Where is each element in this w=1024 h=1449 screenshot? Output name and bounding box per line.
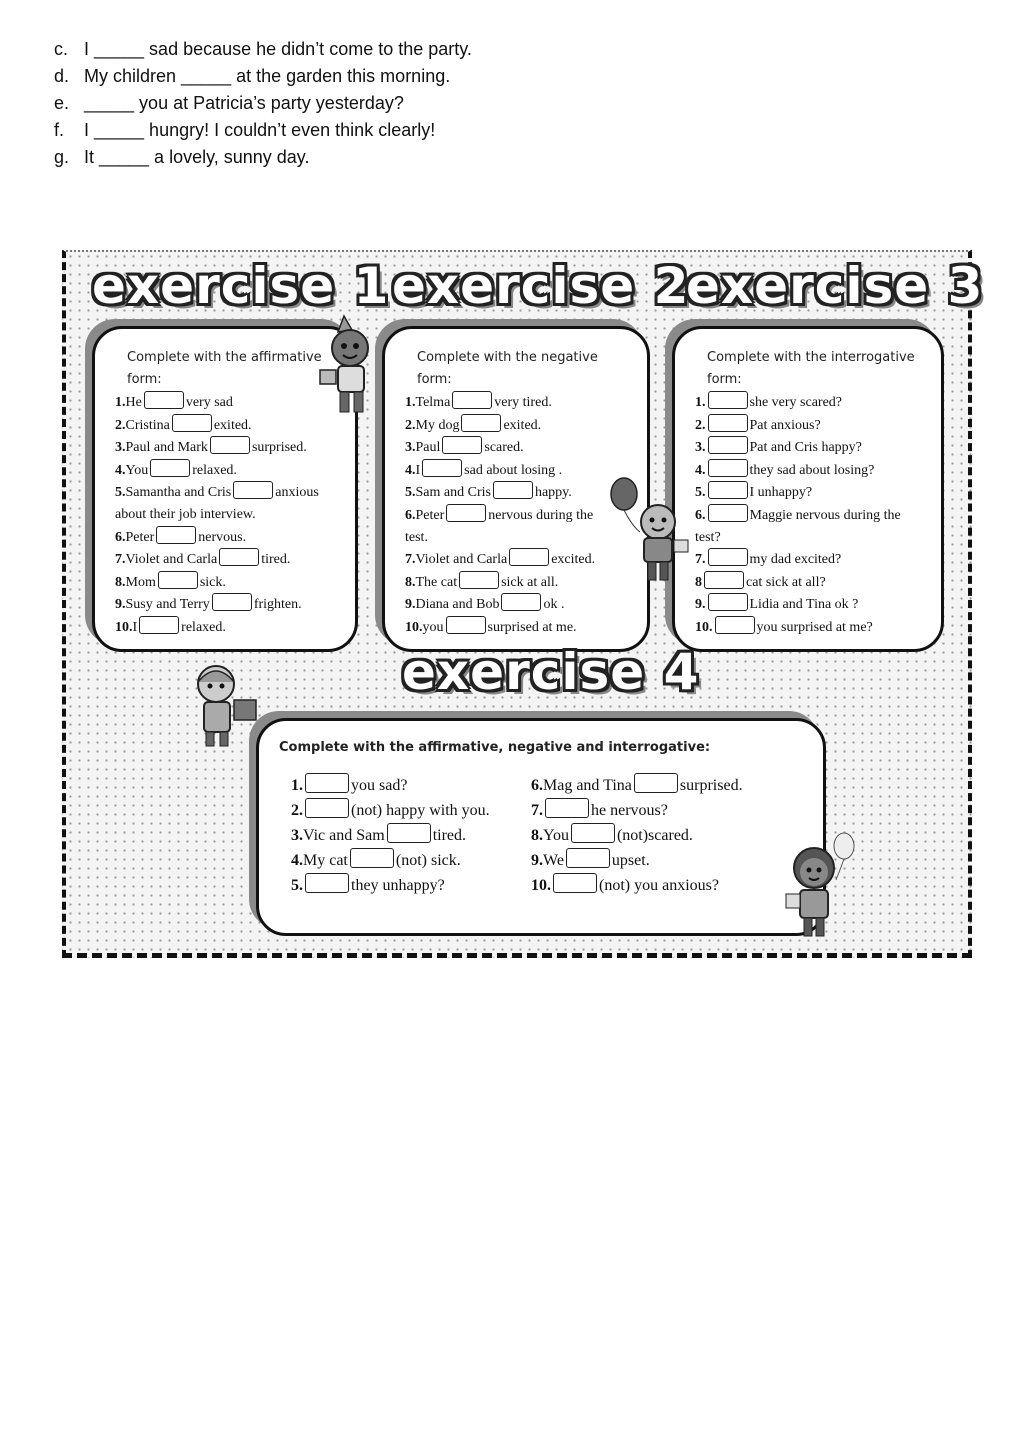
item-text: _____ you at Patricia’s party yesterday? — [84, 93, 404, 113]
item-letter: f. — [54, 120, 65, 140]
item-number: 5. — [695, 485, 706, 501]
item-suffix: ok . — [543, 597, 565, 613]
top-list-item — [54, 90, 472, 117]
item-number: 1. — [405, 395, 416, 410]
answer-blank-box[interactable] — [210, 436, 250, 454]
answer-blank-box[interactable] — [305, 773, 349, 793]
item-number: 6. — [115, 529, 126, 545]
item-number: 6. — [695, 507, 706, 523]
item-prefix: Samantha and Cris — [125, 485, 232, 501]
item-number: 7. — [531, 802, 543, 819]
top-exercise-list — [54, 36, 472, 171]
exercise-item — [115, 616, 319, 639]
item-prefix: you — [422, 619, 444, 635]
item-prefix: The cat — [415, 574, 458, 590]
item-number: 4. — [115, 462, 126, 478]
exercise-item — [405, 481, 595, 504]
exercise-4-title: exercise 4 — [402, 643, 700, 701]
boy-with-balloon-illustration — [606, 476, 696, 586]
answer-blank-box[interactable] — [139, 616, 179, 634]
item-number: 8. — [531, 827, 543, 844]
item-suffix: nervous during the — [488, 507, 594, 523]
exercise-item — [115, 391, 319, 414]
exercise-item — [531, 873, 743, 898]
item-number: 8. — [405, 574, 416, 590]
item-text: It _____ a lovely, sunny day. — [84, 147, 310, 167]
top-list-item — [54, 117, 472, 144]
item-prefix: Susy and Terry — [125, 597, 210, 613]
item-suffix: surprised. — [679, 777, 743, 794]
exercise-item — [291, 823, 490, 848]
exercise-1-title: exercise 1 — [92, 257, 390, 315]
item-text: I _____ hungry! I couldn’t even think clearly! — [84, 120, 436, 140]
item-suffix: my dad excited? — [749, 552, 842, 568]
exercise-item — [405, 391, 595, 414]
item-prefix: about their job interview. — [115, 506, 256, 522]
exercise-item — [531, 823, 743, 848]
item-suffix: she very scared? — [749, 395, 843, 410]
item-text: My children _____ at the garden this morning. — [84, 66, 451, 86]
item-prefix: Violet and Carla — [125, 552, 218, 568]
item-number: 2. — [291, 802, 303, 819]
exercise-item — [695, 436, 901, 459]
answer-blank-box[interactable] — [350, 848, 394, 868]
exercise-item — [695, 571, 901, 594]
exercise-item — [695, 391, 901, 414]
exercise-item — [695, 548, 901, 571]
answer-blank-box[interactable] — [708, 548, 748, 566]
answer-blank-box[interactable] — [708, 436, 748, 454]
answer-blank-box[interactable] — [509, 548, 549, 566]
top-list-item — [54, 63, 472, 90]
answer-blank-box[interactable] — [553, 873, 597, 893]
answer-blank-box[interactable] — [493, 481, 533, 499]
exercise-2-title: exercise 2 — [392, 257, 690, 315]
answer-blank-box[interactable] — [452, 391, 492, 409]
item-prefix: Vic and Sam — [303, 827, 385, 844]
item-letter: c. — [54, 39, 69, 59]
exercise-item — [291, 873, 490, 898]
item-letter: g. — [54, 147, 70, 167]
exercise-item — [405, 593, 595, 616]
exercise-item — [115, 481, 319, 504]
item-number: 9. — [531, 852, 543, 869]
item-prefix: Peter — [125, 529, 155, 545]
item-number: 8. — [115, 574, 126, 590]
item-prefix: Paul — [415, 440, 441, 456]
item-number: 1. — [695, 395, 706, 410]
item-suffix: (not) you anxious? — [599, 877, 719, 894]
item-number: 8 — [695, 574, 702, 590]
top-list-item — [54, 36, 472, 63]
exercise-item — [405, 548, 595, 571]
exercise-4-instruction: Complete with the affirmative, negative and interrogative: — [279, 740, 711, 755]
answer-blank-box[interactable] — [387, 823, 431, 843]
answer-blank-box[interactable] — [305, 873, 349, 893]
item-number: 2. — [405, 417, 416, 433]
item-number: 10. — [695, 619, 713, 635]
answer-blank-box[interactable] — [461, 414, 501, 432]
exercise-item — [115, 548, 319, 571]
item-suffix: frighten. — [253, 597, 302, 613]
exercise-3-instruction: Complete with the interrogative form: — [707, 350, 915, 387]
answer-blank-box[interactable] — [571, 823, 615, 843]
item-number: 4. — [291, 852, 303, 869]
item-letter: e. — [54, 93, 70, 113]
answer-blank-box[interactable] — [708, 593, 748, 611]
exercise-item — [405, 504, 595, 527]
item-suffix: upset. — [611, 852, 650, 869]
item-number: 7. — [405, 552, 416, 568]
exercise-3-card — [672, 326, 944, 652]
item-number: 9. — [695, 597, 706, 613]
exercise-item — [115, 593, 319, 616]
item-number: 9. — [115, 597, 126, 613]
answer-blank-box[interactable] — [219, 548, 259, 566]
exercise-item — [115, 526, 319, 549]
exercise-item — [115, 414, 319, 437]
item-prefix: I — [415, 462, 421, 478]
exercise-item — [291, 773, 490, 798]
item-suffix: anxious — [275, 485, 319, 501]
answer-blank-box[interactable] — [305, 798, 349, 818]
item-suffix: tired. — [432, 827, 467, 844]
answer-blank-box[interactable] — [634, 773, 678, 793]
item-number: 3. — [405, 440, 416, 456]
item-suffix: nervous. — [198, 529, 247, 545]
exercise-item — [695, 414, 901, 437]
item-suffix: you surprised at me? — [756, 619, 873, 635]
item-suffix: happy. — [534, 485, 572, 501]
exercise-item — [695, 481, 901, 504]
answer-blank-box[interactable] — [150, 459, 190, 477]
answer-blank-box[interactable] — [158, 571, 198, 589]
item-suffix: they unhappy? — [351, 877, 445, 894]
answer-blank-box[interactable] — [442, 436, 482, 454]
item-number: 5. — [405, 485, 416, 501]
item-suffix: excited. — [551, 552, 596, 568]
exercise-item — [291, 798, 490, 823]
item-number: 3. — [115, 440, 126, 456]
item-prefix: You — [543, 827, 569, 844]
exercise-3-title: exercise 3 — [686, 257, 984, 315]
item-letter: d. — [54, 66, 70, 86]
item-number: 3. — [695, 440, 706, 456]
item-suffix: Pat and Cris happy? — [749, 440, 862, 456]
exercise-1-items — [115, 391, 319, 639]
item-prefix: test. — [405, 529, 428, 545]
exercise-2-items — [405, 391, 595, 639]
answer-blank-box[interactable] — [715, 616, 755, 634]
exercise-3-items — [695, 391, 901, 639]
item-prefix: Mom — [125, 574, 156, 590]
answer-blank-box[interactable] — [501, 593, 541, 611]
exercise-item — [405, 459, 595, 482]
answer-blank-box[interactable] — [212, 593, 252, 611]
item-number: 4. — [405, 462, 416, 478]
exercise-item — [405, 414, 595, 437]
top-list-item — [54, 144, 472, 171]
item-suffix: exited. — [213, 417, 252, 433]
item-suffix: I unhappy? — [749, 485, 813, 501]
item-prefix: Violet and Carla — [415, 552, 508, 568]
answer-blank-box[interactable] — [172, 414, 212, 432]
exercise-item — [291, 848, 490, 873]
item-number: 5. — [291, 877, 303, 894]
answer-blank-box[interactable] — [446, 504, 486, 522]
item-prefix: My dog — [415, 417, 460, 433]
item-prefix: My cat — [303, 852, 348, 869]
item-number: 10. — [115, 619, 133, 635]
item-number: 2. — [695, 417, 706, 433]
item-suffix: sick. — [199, 574, 226, 590]
item-suffix: relaxed. — [181, 619, 226, 635]
exercise-item — [695, 504, 901, 527]
exercise-item — [531, 798, 743, 823]
exercise-4-card — [256, 718, 826, 936]
answer-blank-box[interactable] — [156, 526, 196, 544]
item-suffix: Pat anxious? — [749, 417, 821, 433]
item-number: 1. — [291, 777, 303, 794]
exercise-item — [115, 459, 319, 482]
exercise-item — [405, 616, 595, 639]
item-suffix: he nervous? — [591, 802, 668, 819]
item-prefix: Paul and Mark — [125, 440, 208, 456]
item-prefix: Sam and Cris — [415, 485, 491, 501]
item-suffix: you sad? — [351, 777, 408, 794]
item-text: I _____ sad because he didn’t come to the party. — [84, 39, 472, 59]
exercise-item — [695, 593, 901, 616]
item-prefix: We — [543, 852, 564, 869]
item-suffix: very sad — [185, 395, 233, 410]
item-suffix: scared. — [484, 440, 524, 456]
item-suffix: very tired. — [494, 395, 552, 410]
answer-blank-box[interactable] — [446, 616, 486, 634]
item-suffix: Maggie nervous during the — [749, 507, 901, 523]
exercise-item — [115, 571, 319, 594]
item-suffix: (not) happy with you. — [351, 802, 490, 819]
exercise-item — [115, 436, 319, 459]
item-suffix: sad about losing . — [464, 462, 563, 478]
answer-blank-box[interactable] — [708, 414, 748, 432]
exercise-1-instruction: Complete with the affirmative form: — [127, 350, 322, 387]
item-number: 7. — [695, 552, 706, 568]
answer-blank-box[interactable] — [708, 504, 748, 522]
answer-blank-box[interactable] — [704, 571, 744, 589]
exercise-4-left-items — [291, 773, 490, 898]
item-suffix: Lidia and Tina ok ? — [749, 597, 859, 613]
item-number: 6. — [531, 777, 543, 794]
item-suffix: they sad about losing? — [749, 462, 875, 478]
item-number: 7. — [115, 552, 126, 568]
answer-blank-box[interactable] — [708, 481, 748, 499]
exercise-item — [531, 773, 743, 798]
girl-with-gift-illustration — [182, 660, 272, 750]
exercise-2-instruction: Complete with the negative form: — [417, 350, 598, 387]
item-number: 10. — [405, 619, 423, 635]
exercise-item — [695, 459, 901, 482]
girl-with-balloon-illustration — [782, 830, 862, 945]
exercise-item — [695, 527, 901, 549]
item-prefix: You — [125, 462, 149, 478]
item-suffix: (not)scared. — [616, 827, 693, 844]
answer-blank-box[interactable] — [459, 571, 499, 589]
item-suffix: sick at all. — [501, 574, 559, 590]
item-prefix: He — [125, 395, 142, 410]
boy-with-gift-illustration — [314, 310, 384, 420]
item-prefix: Cristina — [125, 417, 170, 433]
answer-blank-box[interactable] — [708, 391, 748, 409]
item-number: 1. — [115, 395, 126, 410]
exercise-item — [531, 848, 743, 873]
item-suffix: tired. — [261, 552, 291, 568]
exercise-item — [115, 504, 319, 526]
item-number: 10. — [531, 877, 551, 894]
exercise-4-right-items — [531, 773, 743, 898]
item-prefix: Diana and Bob — [415, 597, 500, 613]
item-suffix: surprised. — [251, 440, 307, 456]
exercise-item — [405, 527, 595, 549]
item-suffix: (not) sick. — [395, 852, 461, 869]
exercise-item — [695, 616, 901, 639]
item-prefix: test? — [695, 529, 721, 545]
item-prefix: Mag and Tina — [543, 777, 632, 794]
item-prefix: I — [132, 619, 138, 635]
answer-blank-box[interactable] — [422, 459, 462, 477]
item-number: 3. — [291, 827, 303, 844]
item-suffix: surprised at me. — [487, 619, 577, 635]
answer-blank-box[interactable] — [566, 848, 610, 868]
item-suffix: relaxed. — [192, 462, 237, 478]
item-prefix: Peter — [415, 507, 445, 523]
item-number: 5. — [115, 485, 126, 501]
item-number: 2. — [115, 417, 126, 433]
answer-blank-box[interactable] — [144, 391, 184, 409]
exercise-item — [405, 571, 595, 594]
item-suffix: cat sick at all? — [746, 574, 826, 590]
item-prefix: Telma — [415, 395, 451, 410]
item-number: 9. — [405, 597, 416, 613]
answer-blank-box[interactable] — [545, 798, 589, 818]
item-suffix: exited. — [503, 417, 542, 433]
answer-blank-box[interactable] — [233, 481, 273, 499]
item-number: 4. — [695, 462, 706, 478]
item-number: 6. — [405, 507, 416, 523]
exercise-item — [405, 436, 595, 459]
answer-blank-box[interactable] — [708, 459, 748, 477]
worksheet-panel — [62, 250, 984, 958]
